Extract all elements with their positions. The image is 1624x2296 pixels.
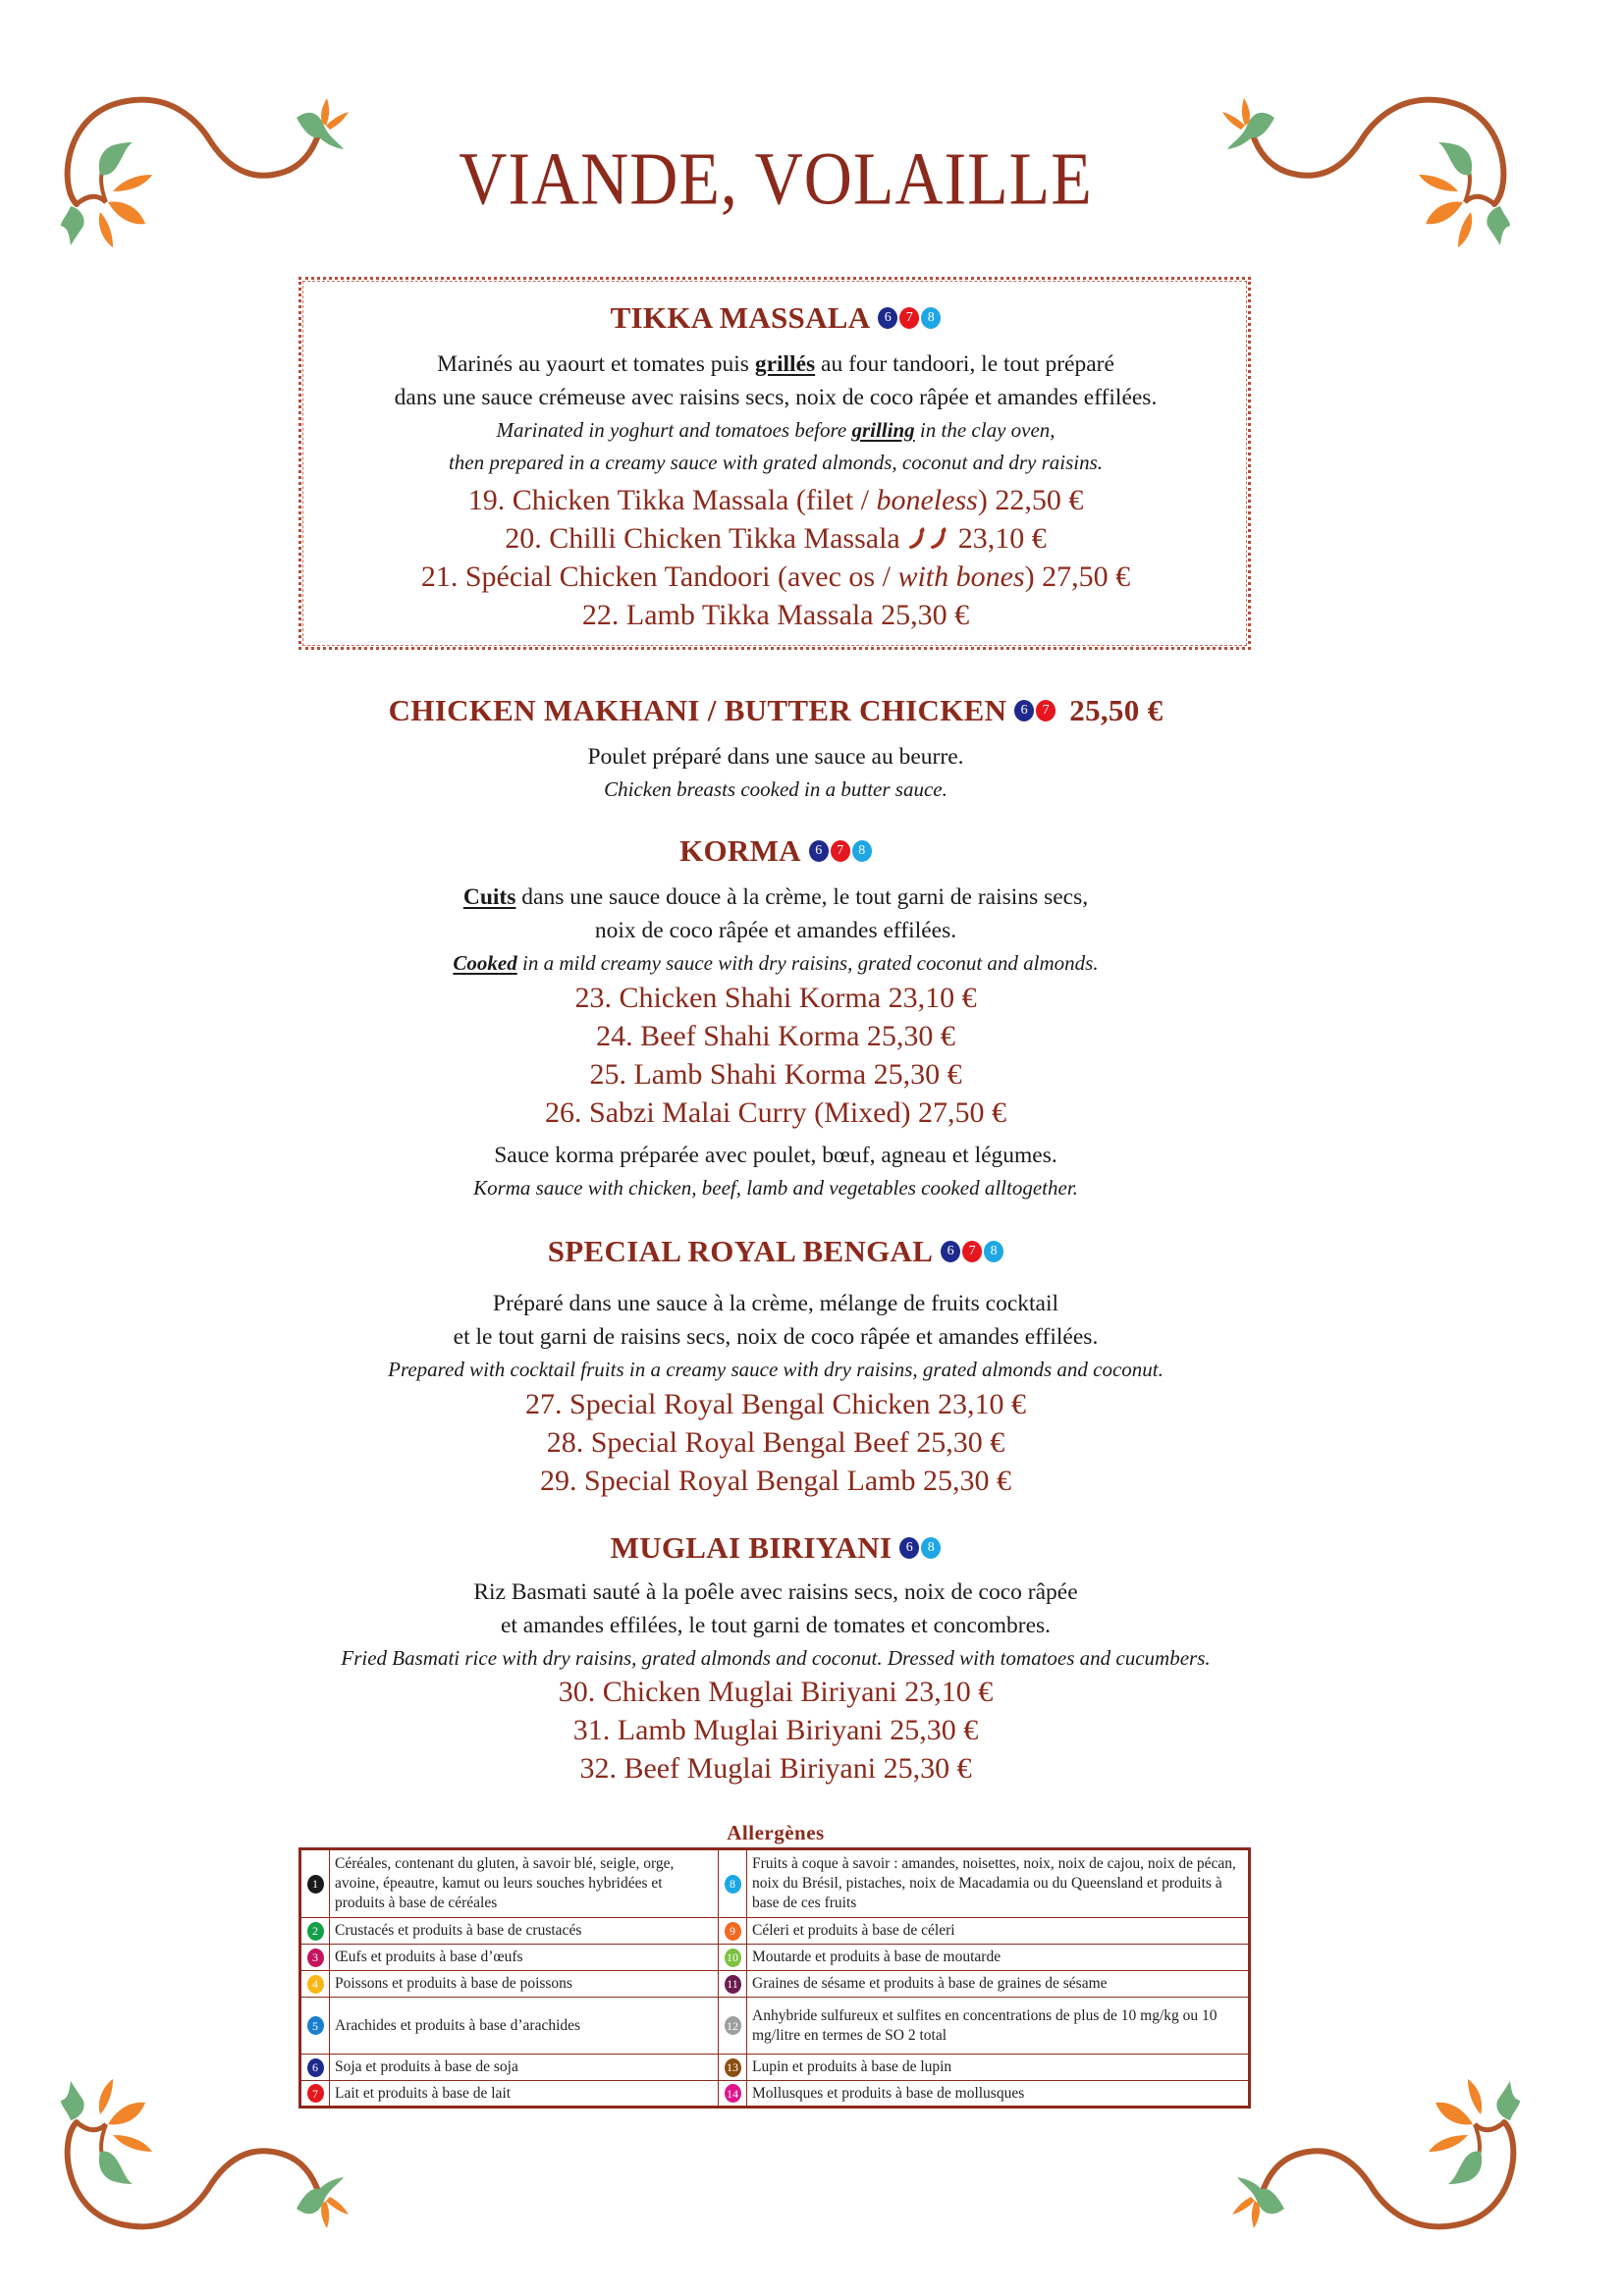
desc-fr-line: dans une sauce crémeuse avec raisins secs, noix de coco râpée et amandes effilées. xyxy=(394,385,1158,410)
desc-en-line: then prepared in a creamy sauce with grated almonds, coconut and dry raisins. xyxy=(448,451,1104,474)
allergen-description: Mollusques et produits à base de mollusques xyxy=(747,2081,1250,2108)
makhani-section-header xyxy=(0,693,1551,728)
dish-price: 27,50 € xyxy=(917,1096,1006,1129)
biriyani-section-header xyxy=(0,1530,1551,1566)
allergen-description: Lait et produits à base de lait xyxy=(330,2081,719,2108)
korma-section-header xyxy=(0,833,1551,869)
allergen-description: Graines de sésame et produits à base de graines de sésame xyxy=(747,1971,1250,1998)
allergen-description: Œufs et produits à base d’œufs xyxy=(330,1945,719,1971)
chili-icon xyxy=(907,525,929,551)
bengal-description: Préparé dans une sauce à la crème, mélange de fruits cocktail et le tout garni de raisins secs, noix de coco râpée et amandes effilées. Prepared with cocktail fruits in a creamy sauce with dry raisins, grated almonds and coconut. xyxy=(388,1291,1164,1381)
allergen-description: Céréales, contenant du gluten, à savoir blé, seigle, orge, avoine, épeautre, kamut ou leurs souches hybridées et produits à base de céréales xyxy=(330,1849,719,1918)
allergen-description: Soja et produits à base de soja xyxy=(330,2055,719,2081)
allergen-badges xyxy=(878,307,941,329)
dish-price: 25,30 € xyxy=(866,1020,955,1052)
chili-icon xyxy=(929,525,950,551)
dish-item: 22. Lamb Tikka Massala 25,30 € xyxy=(581,599,970,631)
allergen-badge-3: 3 xyxy=(307,1949,324,1967)
section-title-makhani: CHICKEN MAKHANI / BUTTER CHICKEN 6 7 25,50 € xyxy=(388,693,1164,727)
makhani-description: Poulet préparé dans une sauce au beurre. Chicken breasts cooked in a butter sauce. xyxy=(587,744,964,801)
allergen-badges xyxy=(809,840,872,862)
dish-item: 24. Beef Shahi Korma 25,30 € xyxy=(596,1020,955,1052)
allergen-badge-7: 7 xyxy=(307,2084,324,2103)
allergens-table xyxy=(298,1847,1251,2109)
allergen-badge-12: 12 xyxy=(725,2016,741,2035)
bengal-section-header xyxy=(0,1234,1551,1269)
allergen-badge-10: 10 xyxy=(725,1949,741,1967)
section-title-biriyani: MUGLAI BIRIYANI 6 8 xyxy=(611,1530,942,1566)
dish-price: 25,30 € xyxy=(873,1058,962,1091)
dish-item: 27. Special Royal Bengal Chicken 23,10 € xyxy=(525,1388,1026,1420)
allergen-badge-13: 13 xyxy=(725,2058,741,2077)
dish-price: 25,30 € xyxy=(881,599,970,631)
allergen-description: Céleri et produits à base de céleri xyxy=(747,1918,1250,1945)
dish-item: 31. Lamb Muglai Biriyani 25,30 € xyxy=(572,1714,979,1746)
allergen-badge-7: 7 xyxy=(1036,700,1056,721)
allergen-badge-6: 6 xyxy=(941,1241,960,1262)
dish-price: 25,30 € xyxy=(883,1752,972,1785)
allergen-description: Fruits à coque à savoir : amandes, noisettes, noix, noix de cajou, noix de pécan, noix du Brésil, pistaches, noix de Macadamia ou du Queensland et produits à base de ces fruits xyxy=(747,1849,1250,1918)
allergen-badges xyxy=(1014,700,1056,721)
desc-en-line: Marinated in yoghurt and tomatoes before grilling in the clay oven, xyxy=(496,418,1056,442)
allergen-badge-7: 7 xyxy=(831,840,850,862)
dish-item: 29. Special Royal Bengal Lamb 25,30 € xyxy=(540,1465,1011,1497)
allergen-badge-14: 14 xyxy=(725,2084,741,2103)
dish-item: 19. Chicken Tikka Massala (filet / boneless) 22,50 € xyxy=(467,484,1084,516)
allergen-description: Poissons et produits à base de poissons xyxy=(330,1971,719,1998)
table-row xyxy=(300,2081,1250,2108)
tikka-dish-list xyxy=(0,481,1551,634)
dish-price: 25,30 € xyxy=(922,1465,1011,1497)
allergen-badge-6: 6 xyxy=(1014,700,1034,721)
dish-price: 25,30 € xyxy=(890,1714,979,1746)
dish-item: 26. Sabzi Malai Curry (Mixed) 27,50 € xyxy=(545,1096,1006,1129)
korma-note: Sauce korma préparée avec poulet, bœuf, agneau et légumes. Korma sauce with chicken, beef, lamb and vegetables cooked alltogether. xyxy=(473,1143,1078,1200)
page-title: VIANDE, VOLAILLE xyxy=(459,136,1093,221)
dish-item: 30. Chicken Muglai Biriyani 23,10 € xyxy=(558,1676,994,1708)
dish-item: 28. Special Royal Bengal Beef 25,30 € xyxy=(546,1426,1005,1459)
allergen-badge-6: 6 xyxy=(878,307,897,329)
table-row xyxy=(300,1849,1250,1918)
allergen-badge-7: 7 xyxy=(899,307,919,329)
allergen-description: Anhybride sulfureux et sulfites en concentrations de plus de 10 mg/kg ou 10 mg/litre en termes de SO 2 total xyxy=(747,1998,1250,2055)
allergen-badge-8: 8 xyxy=(852,840,872,862)
table-row xyxy=(300,1945,1250,1971)
section-price: 25,50 € xyxy=(1069,693,1164,727)
dish-item: 21. Spécial Chicken Tandoori (avec os / with bones) 27,50 € xyxy=(420,561,1131,593)
dish-item: 25. Lamb Shahi Korma 25,30 € xyxy=(589,1058,962,1091)
allergen-badge-2: 2 xyxy=(307,1922,324,1941)
allergen-badge-11: 11 xyxy=(725,1975,741,1994)
allergens-heading: Allergènes xyxy=(727,1821,825,1844)
allergen-badge-6: 6 xyxy=(899,1537,919,1559)
allergen-badges xyxy=(899,1537,941,1559)
allergen-description: Crustacés et produits à base de crustacés xyxy=(330,1918,719,1945)
tikka-description xyxy=(0,347,1551,479)
section-title-tikka: TIKKA MASSALA 6 7 8 xyxy=(611,300,942,336)
bengal-dish-list xyxy=(0,1385,1551,1500)
allergen-badge-8: 8 xyxy=(725,1875,741,1894)
biriyani-dish-list xyxy=(0,1673,1551,1788)
dish-price: 23,10 € xyxy=(957,522,1047,555)
table-row xyxy=(300,1971,1250,1998)
allergen-badge-6: 6 xyxy=(809,840,829,862)
allergen-badges xyxy=(941,1241,1003,1262)
dish-price: 23,10 € xyxy=(937,1388,1026,1420)
korma-dish-list xyxy=(0,979,1551,1132)
allergen-description: Arachides et produits à base d’arachides xyxy=(330,1998,719,2055)
biriyani-description: Riz Basmati sauté à la poêle avec raisins secs, noix de coco râpée et amandes effilées, le tout garni de tomates et concombres. Fried Basmati rice with dry raisins, grated almonds and coconut. Dressed with tomatoes and cucumbers. xyxy=(341,1579,1211,1670)
dish-price: 23,10 € xyxy=(904,1676,994,1708)
allergen-description: Lupin et produits à base de lupin xyxy=(747,2055,1250,2081)
dish-item: 23. Chicken Shahi Korma 23,10 € xyxy=(574,982,977,1014)
allergen-badge-4: 4 xyxy=(307,1975,324,1994)
allergen-badge-9: 9 xyxy=(725,1922,741,1941)
section-title-korma: KORMA 6 7 8 xyxy=(679,833,872,869)
floral-vine-icon xyxy=(1208,2042,1542,2258)
allergen-badge-5: 5 xyxy=(307,2016,324,2035)
section-title-bengal: SPECIAL ROYAL BENGAL 6 7 8 xyxy=(548,1234,1003,1269)
allergen-description: Moutarde et produits à base de moutarde xyxy=(747,1945,1250,1971)
allergen-badge-7: 7 xyxy=(962,1241,982,1262)
dish-item: 20. Chilli Chicken Tikka Massala 23,10 € xyxy=(505,522,1047,555)
dish-item: 32. Beef Muglai Biriyani 25,30 € xyxy=(579,1752,972,1785)
korma-description: Cuits dans une sauce douce à la crème, le tout garni de raisins secs, noix de coco râpée et amandes effilées. Cooked in a mild creamy sauce with dry raisins, grated coconut and almonds. xyxy=(453,884,1099,975)
dish-price: 22,50 € xyxy=(995,484,1084,516)
dish-price: 23,10 € xyxy=(888,982,977,1014)
dish-price: 27,50 € xyxy=(1042,561,1131,593)
tikka-section-header xyxy=(0,300,1551,336)
allergen-badge-1: 1 xyxy=(307,1875,324,1894)
desc-fr-line: Marinés au yaourt et tomates puis grillés au four tandoori, le tout préparé xyxy=(437,351,1114,377)
table-row xyxy=(300,1918,1250,1945)
table-row xyxy=(300,1998,1250,2055)
allergen-badge-8: 8 xyxy=(921,307,941,329)
allergen-badge-8: 8 xyxy=(984,1241,1003,1262)
vine-ornament-bottom-right xyxy=(1208,2042,1542,2258)
allergen-badge-6: 6 xyxy=(307,2058,324,2077)
dish-price: 25,30 € xyxy=(916,1426,1005,1459)
allergen-badge-8: 8 xyxy=(921,1537,941,1559)
table-row xyxy=(300,2055,1250,2081)
